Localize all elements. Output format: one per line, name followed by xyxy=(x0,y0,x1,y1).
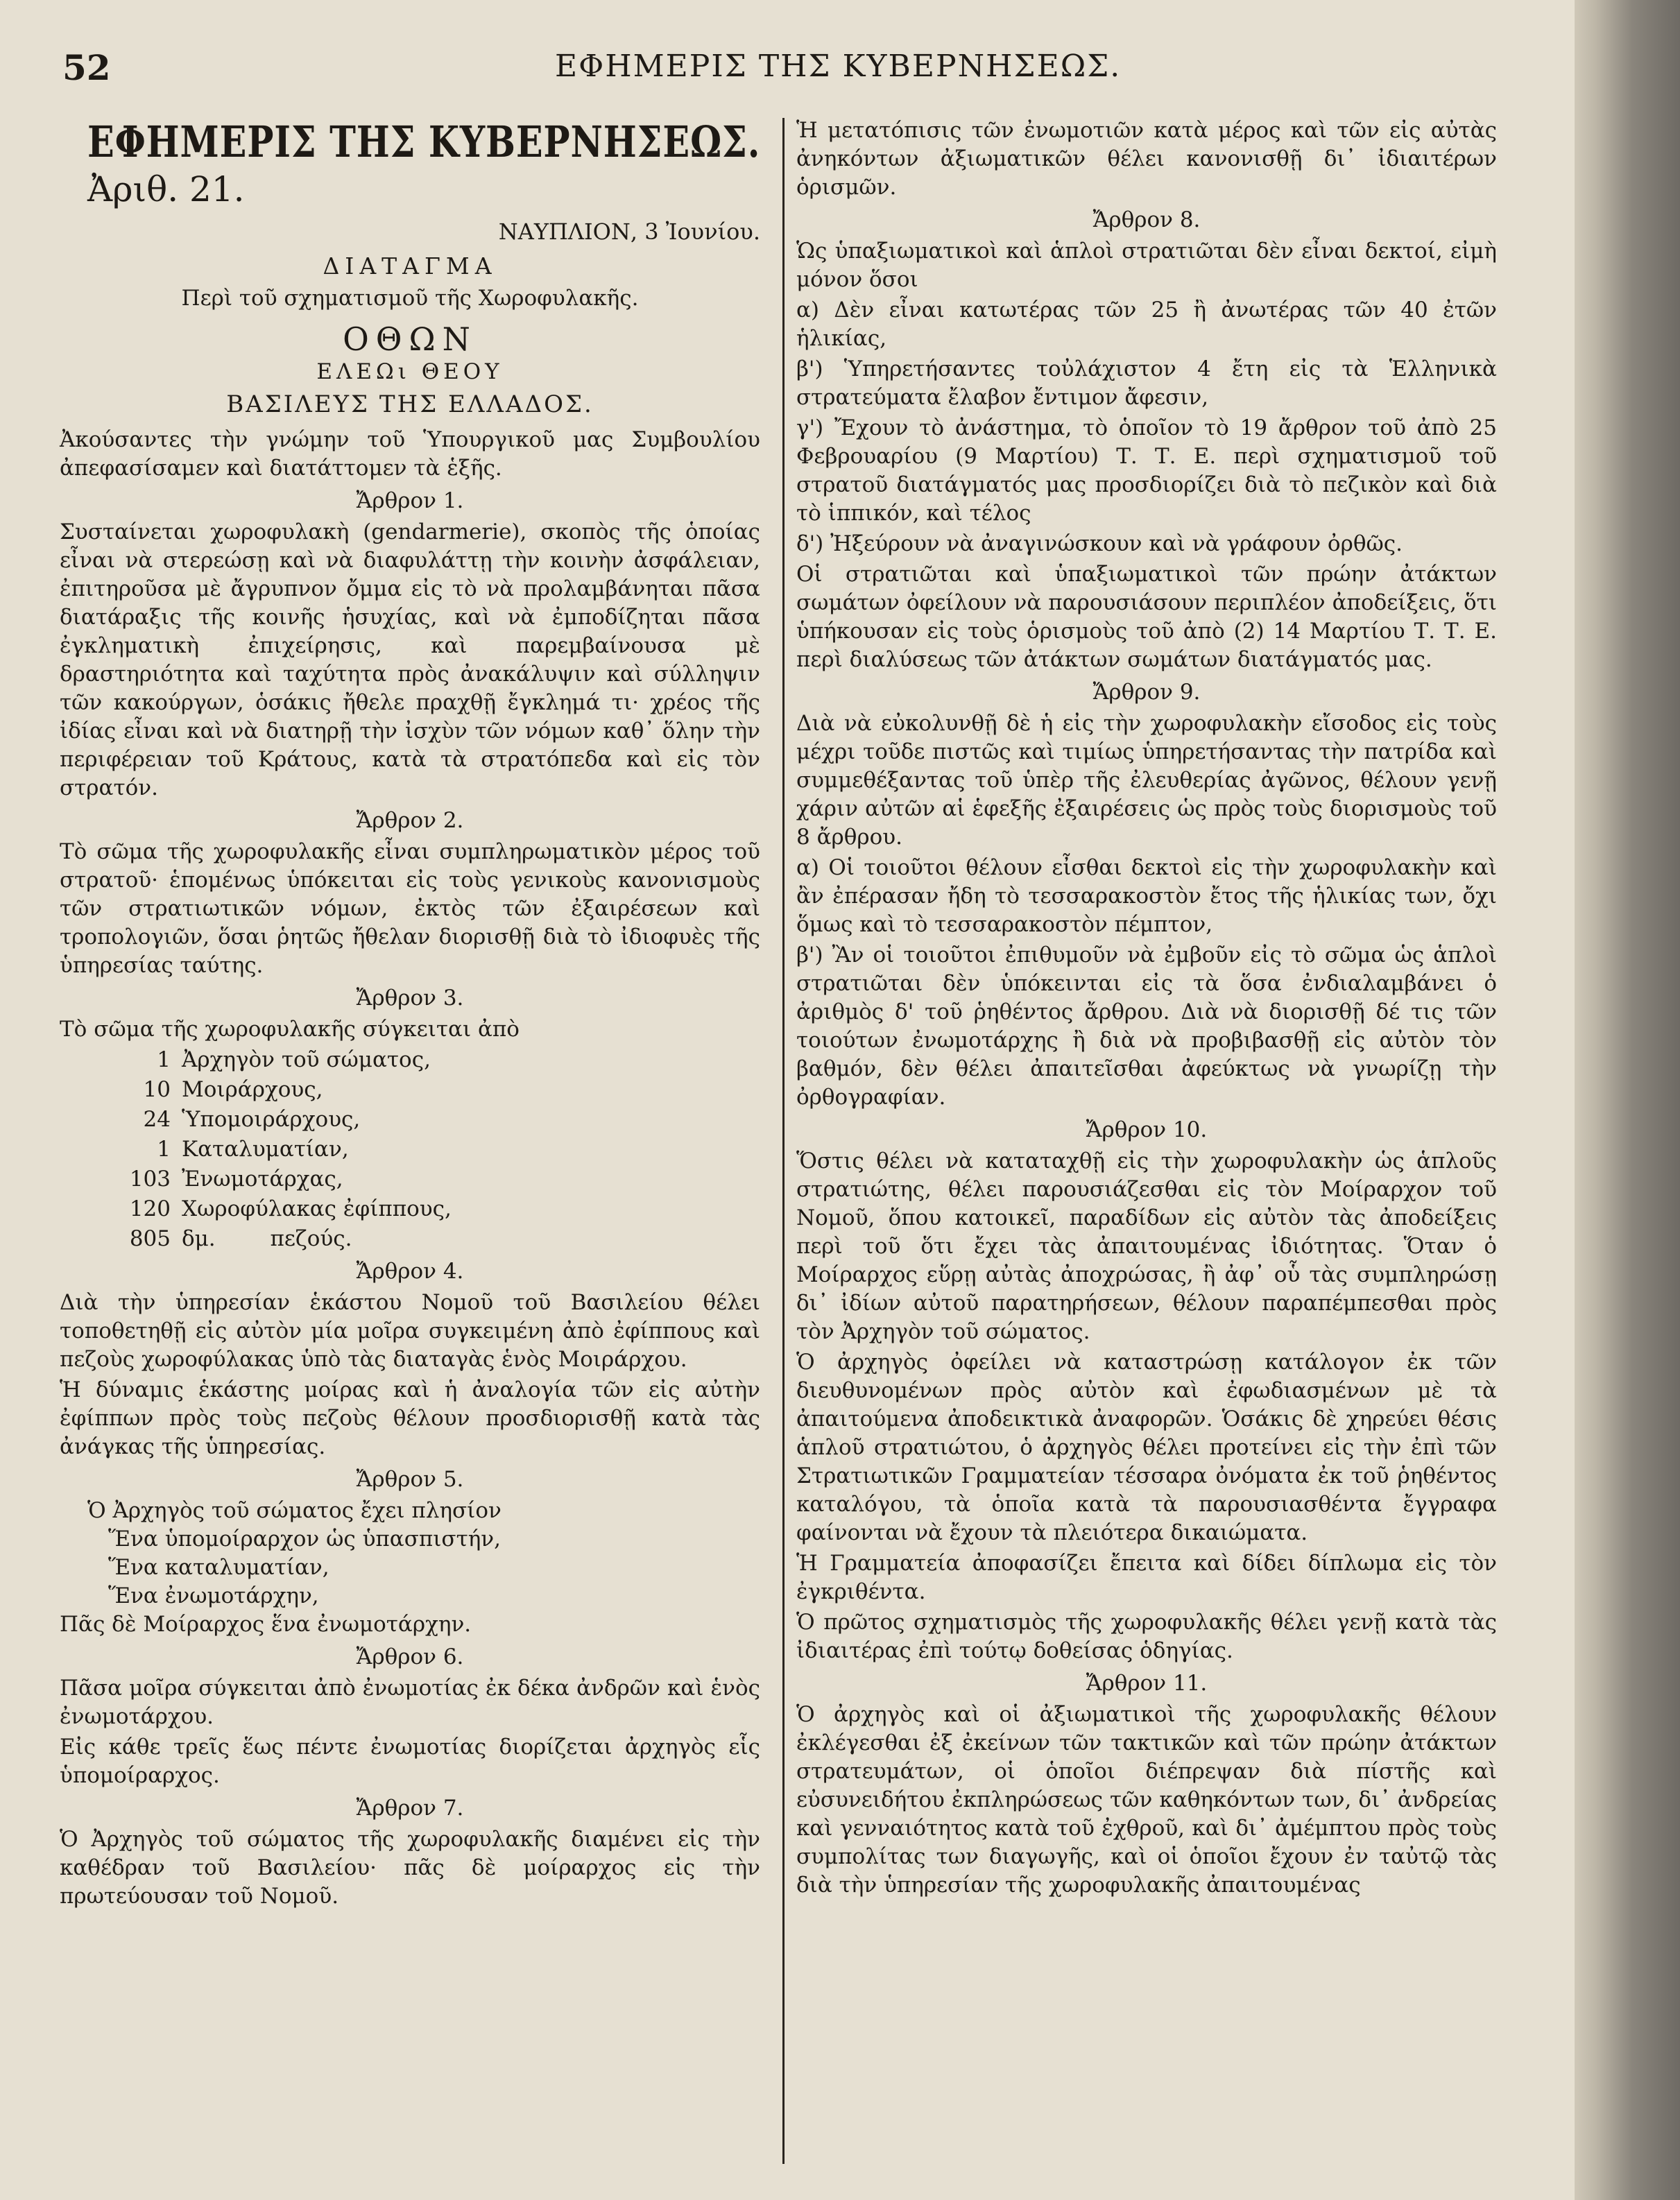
rank-count: 1 xyxy=(157,1137,171,1162)
rank-row xyxy=(60,1225,760,1253)
rank-label: Χωροφύλακας ἐφίππους, xyxy=(182,1196,452,1221)
page-edge-shadow xyxy=(1575,0,1680,2200)
article-10-text: Ὁ πρῶτος σχηματισμὸς τῆς χωροφυλακῆς θέλει γενῇ κατὰ τὰς ἰδιαιτέρας ἐπὶ τούτῳ δοθείσας ὁδηγίας. xyxy=(796,1610,1497,1663)
article-8-item-b: β') Ὑπηρετήσαντες τοὐλάχιστον 4 ἔτη εἰς τὰ Ἑλληνικὰ στρατεύματα ἔλαβον ἔντιμον ἄφεσιν, xyxy=(796,356,1497,410)
rank-label: δμ. πεζούς. xyxy=(182,1226,352,1251)
rank-count: 103 xyxy=(129,1167,171,1192)
rank-row xyxy=(60,1046,760,1074)
left-column xyxy=(60,117,760,1913)
rank-row xyxy=(60,1106,760,1134)
article-3-intro: Τὸ σῶμα τῆς χωροφυλακῆς σύγκειται ἀπὸ xyxy=(60,1017,520,1042)
article-8-intro: Ὡς ὑπαξιωματικοὶ καὶ ἁπλοὶ στρατιῶται δὲν εἶναι δεκτοί, εἰμὴ μόνον ὅσοι xyxy=(796,239,1497,292)
article-7-continuation: Ἡ μετατόπισις τῶν ἐνωμοτιῶν κατὰ μέρος καὶ τῶν εἰς αὐτὰς ἀνηκόντων ἀξιωματικῶν θέλει κανονισθῇ δι᾽ ἰδιαιτέρων ὁρισμῶν. xyxy=(796,118,1497,200)
list-line: Ἕνα ἐνωμοτάρχην, xyxy=(108,1583,319,1608)
article-4-text: Διὰ τὴν ὑπηρεσίαν ἑκάστου Νομοῦ τοῦ Βασιλείου θέλει τοποθετηθῇ εἰς αὐτὸν μία μοῖρα συγκειμένη ἀπὸ ἐφίππους καὶ πεζοὺς χωροφύλακας ὑπὸ τὰς διαταγὰς ἑνὸς Μοιράρχου. xyxy=(60,1290,760,1372)
article-8-title: Ἄρθρον 8. xyxy=(1092,207,1201,232)
decree-subject: Περὶ τοῦ σχηματισμοῦ τῆς Χωροφυλακῆς. xyxy=(181,286,639,311)
article-2-text: Τὸ σῶμα τῆς χωροφυλακῆς εἶναι συμπληρωματικὸν μέρος τοῦ στρατοῦ· ἑπομένως ὑπόκειται εἰς τοὺς γενικοὺς κανονισμοὺς τῶν στρατιωτικῶν νόμων, ἐκτὸς τῶν ἐξαιρέσεων καὶ τροπολογιῶν, ὅσαι ῥητῶς ἤθελαν διορισθῇ διὰ τὸ ἰδιοφυὲς τῆς ὑπηρεσίας ταύτης. xyxy=(60,839,760,978)
article-5-text: Πᾶς δὲ Μοίραρχος ἕνα ἐνωμοτάρχην. xyxy=(60,1612,472,1637)
king-name: ΟΘΩΝ xyxy=(343,320,477,358)
article-1-text: Συσταίνεται χωροφυλακὴ (gendarmerie), σκοπὸς τῆς ὁποίας εἶναι νὰ στερεώσῃ καὶ νὰ διαφυλάττῃ τὴν κοινὴν ἀσφάλειαν, ἐπιτηροῦσα μὲ ἄγρυπνον ὄμμα εἰς τὸ νὰ προλαμβάνηται πᾶσα διατάραξις τῆς κοινῆς ἡσυχίας, καὶ νὰ ἐμποδίζηται πᾶσα ἐγκληματικὴ ἐπιχείρησις, καὶ παρεμβαίνουσα μὲ δραστηριότητα καὶ ταχύτητα πρὸς ἀνακάλυψιν καὶ σύλληψιν τῶν κακούργων, ὁσάκις ἤθελε πραχθῇ ἔγκλημά τι· χρέος τῆς ἰδίας εἶναι καὶ νὰ διατηρῇ τὴν ἰσχὺν τῶν νόμων καθ᾽ ὅλην τὴν περιφέρειαν τοῦ Κράτους, κατὰ τὰ στρατόπεδα καὶ εἰς τὸν στρατόν. xyxy=(60,519,760,800)
dateline: ΝΑΥΠΛΙΟΝ, 3 Ἰουνίου. xyxy=(498,218,760,245)
article-7-text: Ὁ Ἀρχηγὸς τοῦ σώματος τῆς χωροφυλακῆς διαμένει εἰς τὴν καθέδραν τοῦ Βασιλείου· πᾶς δὲ μοίραρχος εἰς τὴν πρωτεύουσαν τοῦ Νομοῦ. xyxy=(60,1827,760,1909)
rank-count: 1 xyxy=(157,1047,171,1072)
article-6-text: Πᾶσα μοῖρα σύγκειται ἀπὸ ἐνωμοτίας ἐκ δέκα ἀνδρῶν καὶ ἑνὸς ἐνωμοτάρχου. xyxy=(60,1676,760,1729)
rank-label: Ὑπομοιράρχους, xyxy=(182,1107,361,1132)
rank-count: 10 xyxy=(143,1077,171,1102)
rank-row xyxy=(60,1195,760,1223)
preamble: Ἀκούσαντες τὴν γνώμην τοῦ Ὑπουργικοῦ μας Συμβουλίου ἀπεφασίσαμεν καὶ διατάττομεν τὰ ἑξῆς. xyxy=(60,427,760,481)
adjutant-list xyxy=(60,1497,760,1610)
rank-label: Μοιράρχους, xyxy=(182,1077,323,1102)
rank-row xyxy=(60,1165,760,1194)
rank-row xyxy=(60,1076,760,1104)
article-11-text: Ὁ ἀρχηγὸς καὶ οἱ ἀξιωματικοὶ τῆς χωροφυλακῆς θέλουν ἐκλέγεσθαι ἐξ ἐκείνων τῶν τακτικῶν καὶ τῶν πρώην ἀτάκτων στρατευμάτων, οἱ ὁποῖοι διέπρεψαν διὰ πίστῆς καὶ εὐσυνειδήτου ἐκπληρώσεως τῶν καθηκόντων των, δι᾽ ἀνδρείας καὶ γενναιότητος κατὰ τοῦ ἐχθροῦ, καὶ δι᾽ ἀμέμπτου πρὸς τοὺς συμπολίτας των διαγωγῆς, καὶ οἱ ὁποῖοι ἔχουν ἐν ταὐτῷ τὰς διὰ τὴν ὑπηρεσίαν τῆς χωροφυλακῆς ἀπαιτουμένας xyxy=(796,1702,1497,1898)
article-10-text: Ὁ ἀρχηγὸς ὀφείλει νὰ καταστρώσῃ κατάλογον ἐκ τῶν διευθυνομένων πρὸς αὐτὸν καὶ ἐφωδιασμένων μὲ τὰ ἀπαιτούμενα ἀποδεικτικὰ ἀναφορῶν. Ὁσάκις δὲ χηρεύει θέσις ἁπλοῦ στρατιώτου, ὁ ἀρχηγὸς θέλει προτείνει εἰς τὴν ἐπὶ τῶν Στρατιωτικῶν Γραμματείαν τέσσαρα ὀνόματα ἐκ τοῦ ῥηθέντος καταλόγου, τὰ ὁποῖα κατὰ τὰ παρουσιασθέντα ἔγγραφα φαίνονται νὰ ἔχουν τὰ πλειότερα δικαιώματα. xyxy=(796,1350,1497,1545)
article-3-title: Ἄρθρον 3. xyxy=(356,986,464,1011)
article-6-text: Εἰς κάθε τρεῖς ἕως πέντε ἐνωμοτίας διορίζεται ἀρχηγὸς εἷς ὑπομοίραρχος. xyxy=(60,1735,760,1788)
article-8-item-d: δ') Ἠξεύρουν νὰ ἀναγινώσκουν καὶ νὰ γράφουν ὀρθῶς. xyxy=(796,531,1403,556)
article-9-item-a: α) Οἱ τοιοῦτοι θέλουν εἶσθαι δεκτοὶ εἰς τὴν χωροφυλακὴν καὶ ἂν ἐπέρασαν ἤδη τὸ τεσσαρακοστὸν ἔτος τῆς ἡλικίας των, ὄχι ὅμως καὶ τὸ τεσσαρακοστὸν πέμπτον, xyxy=(796,855,1497,937)
royal-title: ΒΑΣΙΛΕΥΣ ΤΗΣ ΕΛΛΑΔΟΣ. xyxy=(226,390,594,418)
article-8-text: Οἱ στρατιῶται καὶ ὑπαξιωματικοὶ τῶν πρώην ἀτάκτων σωμάτων ὀφείλουν νὰ παρουσιάσουν περιπλέον ἀποδείξεις, ὅτι ὑπήκουσαν εἰς τοὺς ὁρισμοὺς τοῦ ἀπὸ (2) 14 Μαρτίου Τ. Τ. Ε. περὶ διαλύσεως τῶν ἀτάκτων σωμάτων διατάγματός μας. xyxy=(796,562,1497,672)
article-9-text: Διὰ νὰ εὐκολυνθῇ δὲ ἡ εἰς τὴν χωροφυλακὴν εἴσοδος εἰς τοὺς μέχρι τοῦδε πιστῶς καὶ τιμίως ὑπηρετήσαντας τὴν πατρίδα καὶ συμμεθέξαντας τοῦ ὑπὲρ τῆς ἐλευθερίας ἀγῶνος, θέλουν γενῇ χάριν αὐτῶν αἱ ἑφεξῆς ἐξαιρέσεις ὡς πρὸς τοὺς διορισμοὺς τοῦ 8 ἄρθρου. xyxy=(796,711,1497,850)
rank-label: Ἐνωμοτάρχας, xyxy=(182,1167,343,1192)
article-6-title: Ἄρθρον 6. xyxy=(356,1644,464,1669)
article-10-text: Ὅστις θέλει νὰ καταταχθῇ εἰς τὴν χωροφυλακὴν ὡς ἁπλοῦς στρατιώτης, θέλει παρουσιάζεσθαι εἰς τὸν Μοίραρχον τοῦ Νομοῦ, ὅπου κατοικεῖ, παραδίδων εἰς αὐτὸν τὰς ἀποδείξεις περὶ τοῦ ὅτι ἔχει τὰς ἀπαιτουμένας ἰδιότητας. Ὅταν ὁ Μοίραρχος εὕρῃ αὐτὰς ἀποχρώσας, ἢ ἀφ᾽ οὗ τὰς συμπληρώσῃ δι᾽ ἰδίων αὐτοῦ παρατηρήσεων, θέλουν παραπέμπεσθαι πρὸς τὸν Ἀρχηγὸν τοῦ σώματος. xyxy=(796,1149,1497,1344)
grace-of-god: ΕΛΕΩι ΘΕΟΥ xyxy=(316,359,504,384)
page-header xyxy=(55,40,1540,89)
decree-title: ΔΙΑΤΑΓΜΑ xyxy=(323,252,497,280)
article-9-title: Ἄρθρον 9. xyxy=(1092,680,1201,705)
article-8-item-c: γ') Ἔχουν τὸ ἀνάστημα, τὸ ὁποῖον τὸ 19 ἄρθρον τοῦ ἀπὸ 25 Φεβρουαρίου (9 Μαρτίου) Τ. Τ. Ε. περὶ σχηματισμοῦ τοῦ στρατοῦ διατάγματός μας προσδιορίζει διὰ τὸ πεζικὸν καὶ διὰ τὸ ἱππικόν, καὶ τέλος xyxy=(796,415,1497,526)
article-8-item-a: α) Δὲν εἶναι κατωτέρας τῶν 25 ἢ ἀνωτέρας τῶν 40 ἐτῶν ἡλικίας, xyxy=(796,298,1497,351)
rank-count: 24 xyxy=(143,1107,171,1132)
rank-list xyxy=(60,1046,760,1253)
article-2-title: Ἄρθρον 2. xyxy=(356,808,464,833)
article-4-text: Ἡ δύναμις ἑκάστης μοίρας καὶ ἡ ἀναλογία τῶν εἰς αὐτὴν ἐφίππων πρὸς τοὺς πεζοὺς θέλουν προσδιορισθῇ κατὰ τὰς ἀνάγκας τῆς ὑπηρεσίας. xyxy=(60,1377,760,1459)
rank-label: Ἀρχηγὸν τοῦ σώματος, xyxy=(182,1047,431,1072)
article-10-text: Ἡ Γραμματεία ἀποφασίζει ἔπειτα καὶ δίδει δίπλωμα εἰς τὸν ἐγκριθέντα. xyxy=(796,1551,1497,1604)
running-title: ΕΦΗΜΕΡΙΣ ΤΗΣ ΚΥΒΕΡΝΗΣΕΩΣ. xyxy=(555,49,1122,84)
article-9-item-b: β') Ἂν οἱ τοιοῦτοι ἐπιθυμοῦν νὰ ἐμβοῦν εἰς τὸ σῶμα ὡς ἁπλοὶ στρατιῶται δὲν ὑπόκεινται εἰς τὰ ὅσα ἐνδιαλαμβάνει ὁ ἀριθμὸς δ' τοῦ ῥηθέντος ἄρθρου. Διὰ νὰ διορισθῇ δέ τις τῶν τοιούτων ἐνωμοτάρχης ἢ διὰ νὰ προβιβασθῇ εἰς αὐτὸν τὸν βαθμόν, δὲν θέλει ἀπαιτεῖσθαι ἀφεύκτως νὰ γνωρίζῃ τὴν ὀρθογραφίαν. xyxy=(796,943,1497,1110)
right-column xyxy=(796,117,1497,1902)
rank-label: Καταλυματίαν, xyxy=(182,1137,349,1162)
article-11-title: Ἄρθρον 11. xyxy=(1086,1671,1208,1696)
rank-count: 120 xyxy=(129,1196,171,1221)
page-number: 52 xyxy=(62,47,111,88)
issue-number: Ἀριθ. 21. xyxy=(87,169,245,209)
list-line: Ἕνα καταλυματίαν, xyxy=(108,1555,329,1580)
article-4-title: Ἄρθρον 4. xyxy=(356,1259,464,1284)
column-divider xyxy=(782,118,785,2164)
article-1-title: Ἄρθρον 1. xyxy=(356,488,464,513)
list-line: Ὁ Ἀρχηγὸς τοῦ σώματος ἔχει πλησίον xyxy=(87,1498,502,1523)
article-5-title: Ἄρθρον 5. xyxy=(356,1467,464,1492)
list-line: Ἕνα ὑπομοίραρχον ὡς ὑπασπιστήν, xyxy=(108,1527,502,1552)
rank-count: 805 xyxy=(129,1226,171,1251)
masthead: ΕΦΗΜΕΡΙΣ ΤΗΣ ΚΥΒΕΡΝΗΣΕΩΣ. xyxy=(87,117,761,167)
rank-row xyxy=(60,1135,760,1164)
article-7-title: Ἄρθρον 7. xyxy=(356,1796,464,1821)
article-10-title: Ἄρθρον 10. xyxy=(1086,1117,1208,1142)
